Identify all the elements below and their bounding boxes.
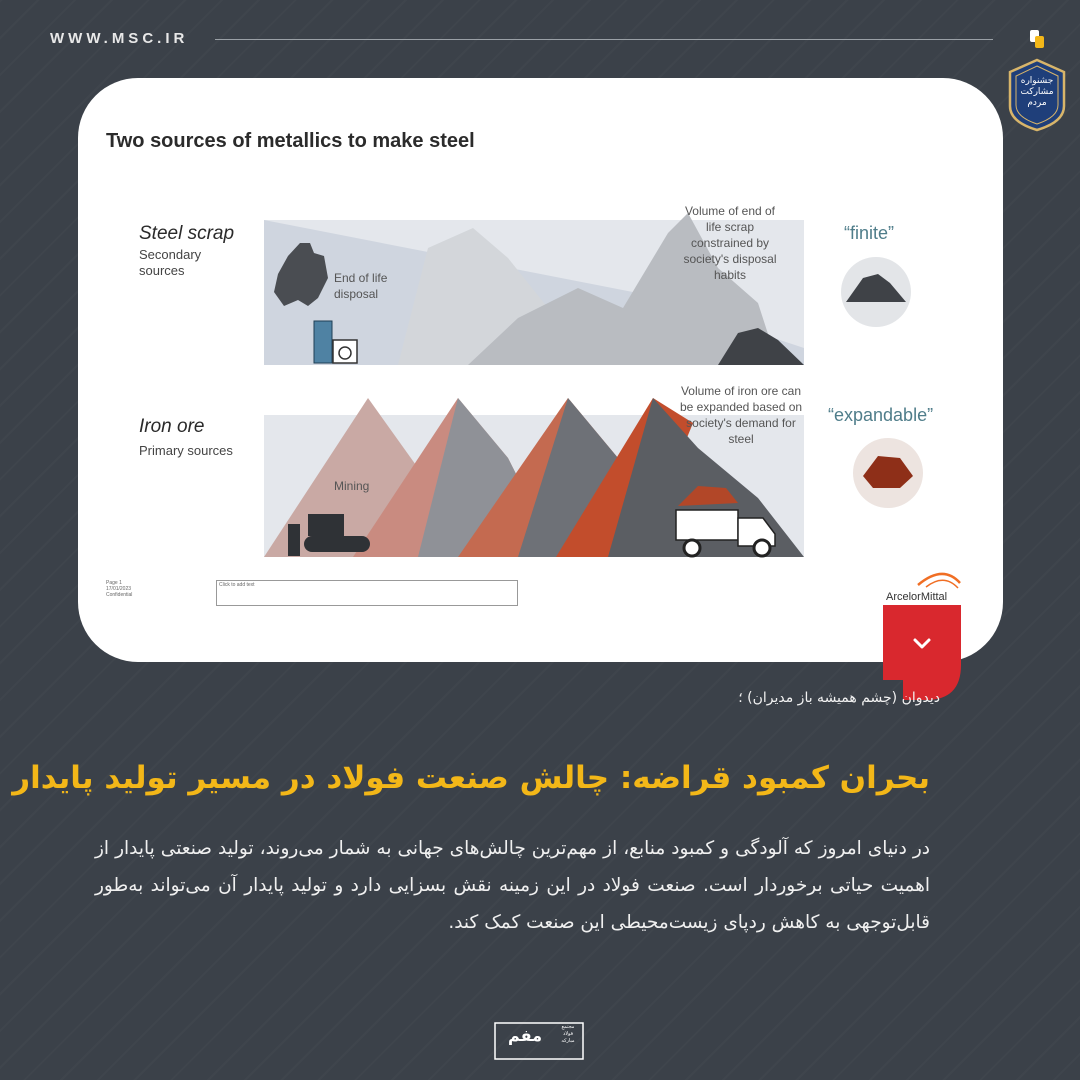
placeholder-label: Click to add text [219,582,255,588]
corner-logo-icon [1028,28,1046,50]
bulldozer-track [304,536,370,552]
dump-truck-icon [676,510,738,540]
ore-sublabel: Primary sources [139,443,233,458]
ore-label: Iron ore [139,416,205,437]
slide-text-placeholder[interactable] [216,580,518,606]
scrap-sublabel: Secondary sources [139,247,202,278]
body-paragraph: در دنیای امروز که آلودگی و کمبود منابع، از مهم‌ترین چالش‌های جهانی به شمار می‌روند، تولید صنعتی پایدار از اهمیت حیاتی برخوردار است. صنعت فولاد در این زمینه نقش بسزایی دارد و تولید پایدار آن می‌تواند به‌طور قابل‌توجهی به کاهش ردپای زیست‌محیطی این صنعت کمک کند. [95,838,930,933]
source-caption: دیدوان (چشم همیشه باز مدیران) ؛ [738,690,940,706]
company-logo-mark: مفم [508,1026,542,1045]
arcelormittal-logo-icon-2 [926,580,958,588]
ore-right-note: Volume of iron ore can be expanded based on society's demand for steel [679,384,803,446]
scrap-quote: “finite” [844,223,895,243]
ore-left-note: Mining [334,479,370,493]
headline: بحران کمبود قراضه: چالش صنعت فولاد در مسیر تولید پایدار [12,760,930,796]
truck-wheel-back [684,540,700,556]
ore-quote: “expandable” [828,405,934,425]
fridge-icon [314,321,332,363]
scrap-left-note: End of life disposal [334,271,388,301]
scrap-label: Steel scrap [139,223,235,244]
slide-footer-info: Page 1 17/01/2023 Confidential [106,580,133,598]
metallics-illustration [78,78,1003,662]
scroll-down-tab[interactable] [883,605,961,700]
truck-wheel-front [754,540,770,556]
bulldozer-icon [308,514,344,536]
bulldozer-blade [288,524,300,556]
brand-name: ArcelorMittal [886,591,948,603]
scrap-right-note: Volume of end of life scrap constrained by society's disposal habits [683,204,777,282]
header-divider [215,39,993,40]
company-logo-subtitle: مجتمع فولاد مبارکه [561,1024,575,1044]
site-url[interactable]: WWW.MSC.IR [50,30,189,47]
badge-text: جشنواره مشارکت مردم [1020,76,1054,108]
slide-title: Two sources of metallics to make steel [106,130,475,152]
slide-card [78,78,1003,662]
